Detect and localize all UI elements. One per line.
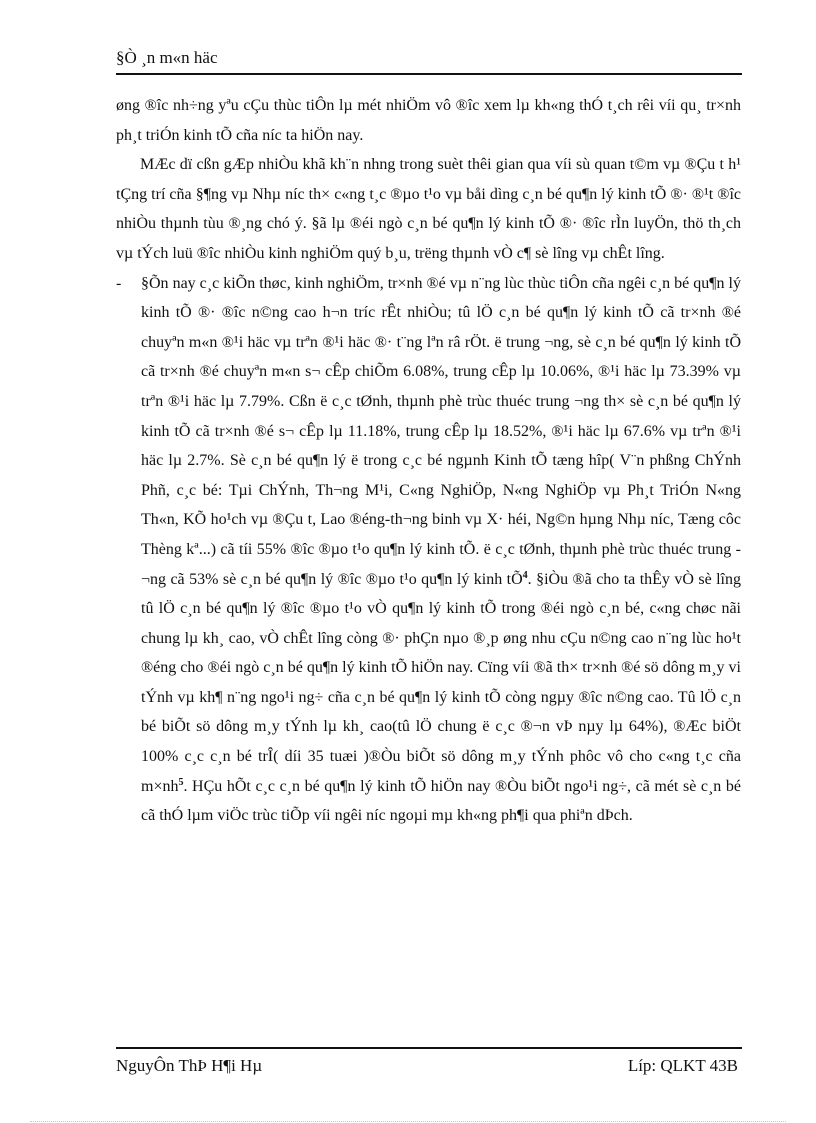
document-body (116, 91, 741, 831)
paragraph-achievements: MÆc dï cßn gÆp nhiÒu khã kh¨n nhng trong suèt thêi gian qua víi sù quan t©m vµ ®Çu t h¹ tÇng trí cña §¶ng vµ Nhµ níc th× c«ng t¸c ®µo t¹o vµ båi dìng c¸n bé qu¶n lý kinh tÕ ®· ®¹t ®îc nhiÒu thµnh tùu ®¸ng chó ý. §ã lµ ®éi ngò c¸n bé qu¶n lý kinh tÕ ®· ®îc rÌn luyÖn, thö th¸ch vµ tÝch luü ®îc nhiÒu kinh nghiÖm quý b¸u, trëng thµnh vÒ c¶ sè lîng vµ chÊt lîng. (116, 156, 741, 262)
statistics-text-part1: §Õn nay c¸c kiÕn thøc, kinh nghiÖm, tr×nh ®é vµ n¨ng lùc thùc tiÔn cña ngêi c¸n bé qu¶n lý kinh tÕ ®· ®îc n©ng cao h¬n tríc rÊt nhiÒu; tû lÖ c¸n bé qu¶n lý kinh tÕ cã tr×nh ®é chuyªn m«n ®¹i häc vµ trªn ®¹i häc ®· t¨ng lªn râ rÖt. ë trung ¬ng, sè c¸n bé qu¶n lý kinh tÕ cã tr×nh ®é chuyªn m«n s¬ cÊp chiÕm 6.08%, trung cÊp lµ 10.06%, ®¹i häc lµ 73.39% vµ trªn ®¹i häc lµ 7.79%. Cßn ë c¸c tØnh, thµnh phè trùc thuéc trung ¬ng th× sè c¸n bé qu¶n lý kinh tÕ cã tr×nh ®é s¬ cÊp lµ 11.18%, trung cÊp lµ 18.52%, ®¹i häc lµ 67.6% vµ trªn ®¹i häc lµ 2.7%. Sè c¸n bé qu¶n lý ë trong c¸c bé ngµnh Kinh tÕ tæng hîp( V¨n phßng ChÝnh Phñ, c¸c bé: Tµi ChÝnh, Th¬ng M¹i, C«ng NghiÖp, N«ng NghiÖp vµ Ph¸t TriÓn N«ng Th«n, KÕ ho¹ch vµ ®Çu t, Lao ®éng-th¬ng binh vµ X· héi, Ng©n hµng Nhµ níc, Tæng côc Thèng kª...) cã tíi 55% ®îc ®µo t¹o qu¶n lý kinh tÕ. ë c¸c tØnh, thµnh phè trùc thuéc trung ¬ng cã 53% sè c¸n bé qu¶n lý ®îc ®µo t¹o qu¶n lý kinh tÕ (141, 274, 741, 588)
page-header (116, 46, 742, 75)
footer-class: Líp: QLKT 43B (627, 1056, 738, 1075)
footer-author: NguyÔn ThÞ H¶i Hµ (116, 1056, 263, 1075)
bullet-dash: - (116, 274, 122, 292)
footer-divider (116, 1047, 742, 1049)
statistics-text-part2: . §iÒu ®ã cho ta thÊy vÒ sè lîng tû lÖ c¸n bé qu¶n lý ®îc ®µo t¹o vÒ qu¶n lý kinh tÕ trong ®éi ngò c¸n bé, c«ng chøc nãi chung lµ kh¸ cao, vÒ chÊt lîng còng ®· phÇn nµo ®¸p øng nhu cÇu n©ng cao n¨ng lùc ho¹t ®éng cho ®éi ngò c¸n bé qu¶n lý kinh tÕ hiÖn nay. Cïng víi ®ã th× tr×nh ®é sö dông m¸y vi tÝnh vµ kh¶ n¨ng ngo¹i ng÷ cña c¸n bé qu¶n lý kinh tÕ còng ngµy ®îc n©ng cao. Tû lÖ c¸n bé biÕt sö dông m¸y tÝnh lµ kh¸ cao(tû lÖ chung ë c¸c ®¬n vÞ nµy lµ 64%), ®Æc biÖt 100% c¸c c¸n bé trÎ( díi 35 tuæi )®Òu biÕt sö dông m¸y tÝnh phôc vô cho c«ng t¸c cña m×nh (141, 570, 741, 795)
page-bottom-edge (30, 1121, 786, 1122)
header-title: §Ò ¸n m«n häc (116, 48, 218, 67)
footnote-ref-4: 4 (522, 569, 528, 581)
statistics-text-part3: . HÇu hÕt c¸c c¸n bé qu¶n lý kinh tÕ hiÖn nay ®Òu biÕt ngo¹i ng÷, cã mét sè c¸n bé cã thÓ lµm viÖc trùc tiÕp víi ngêi níc ngoµi mµ kh«ng ph¶i qua phiªn dÞch. (141, 777, 741, 825)
paragraph-continuation: øng ®îc nh÷ng yªu cÇu thùc tiÔn lµ mét nhiÖm vô ®îc xem lµ kh«ng thÓ t¸ch rêi víi qu¸ tr×nh ph¸t triÓn kinh tÕ cña níc ta hiÖn nay. (116, 97, 741, 144)
bullet-paragraph-statistics (116, 269, 741, 831)
footnote-ref-5: 5 (178, 776, 184, 788)
